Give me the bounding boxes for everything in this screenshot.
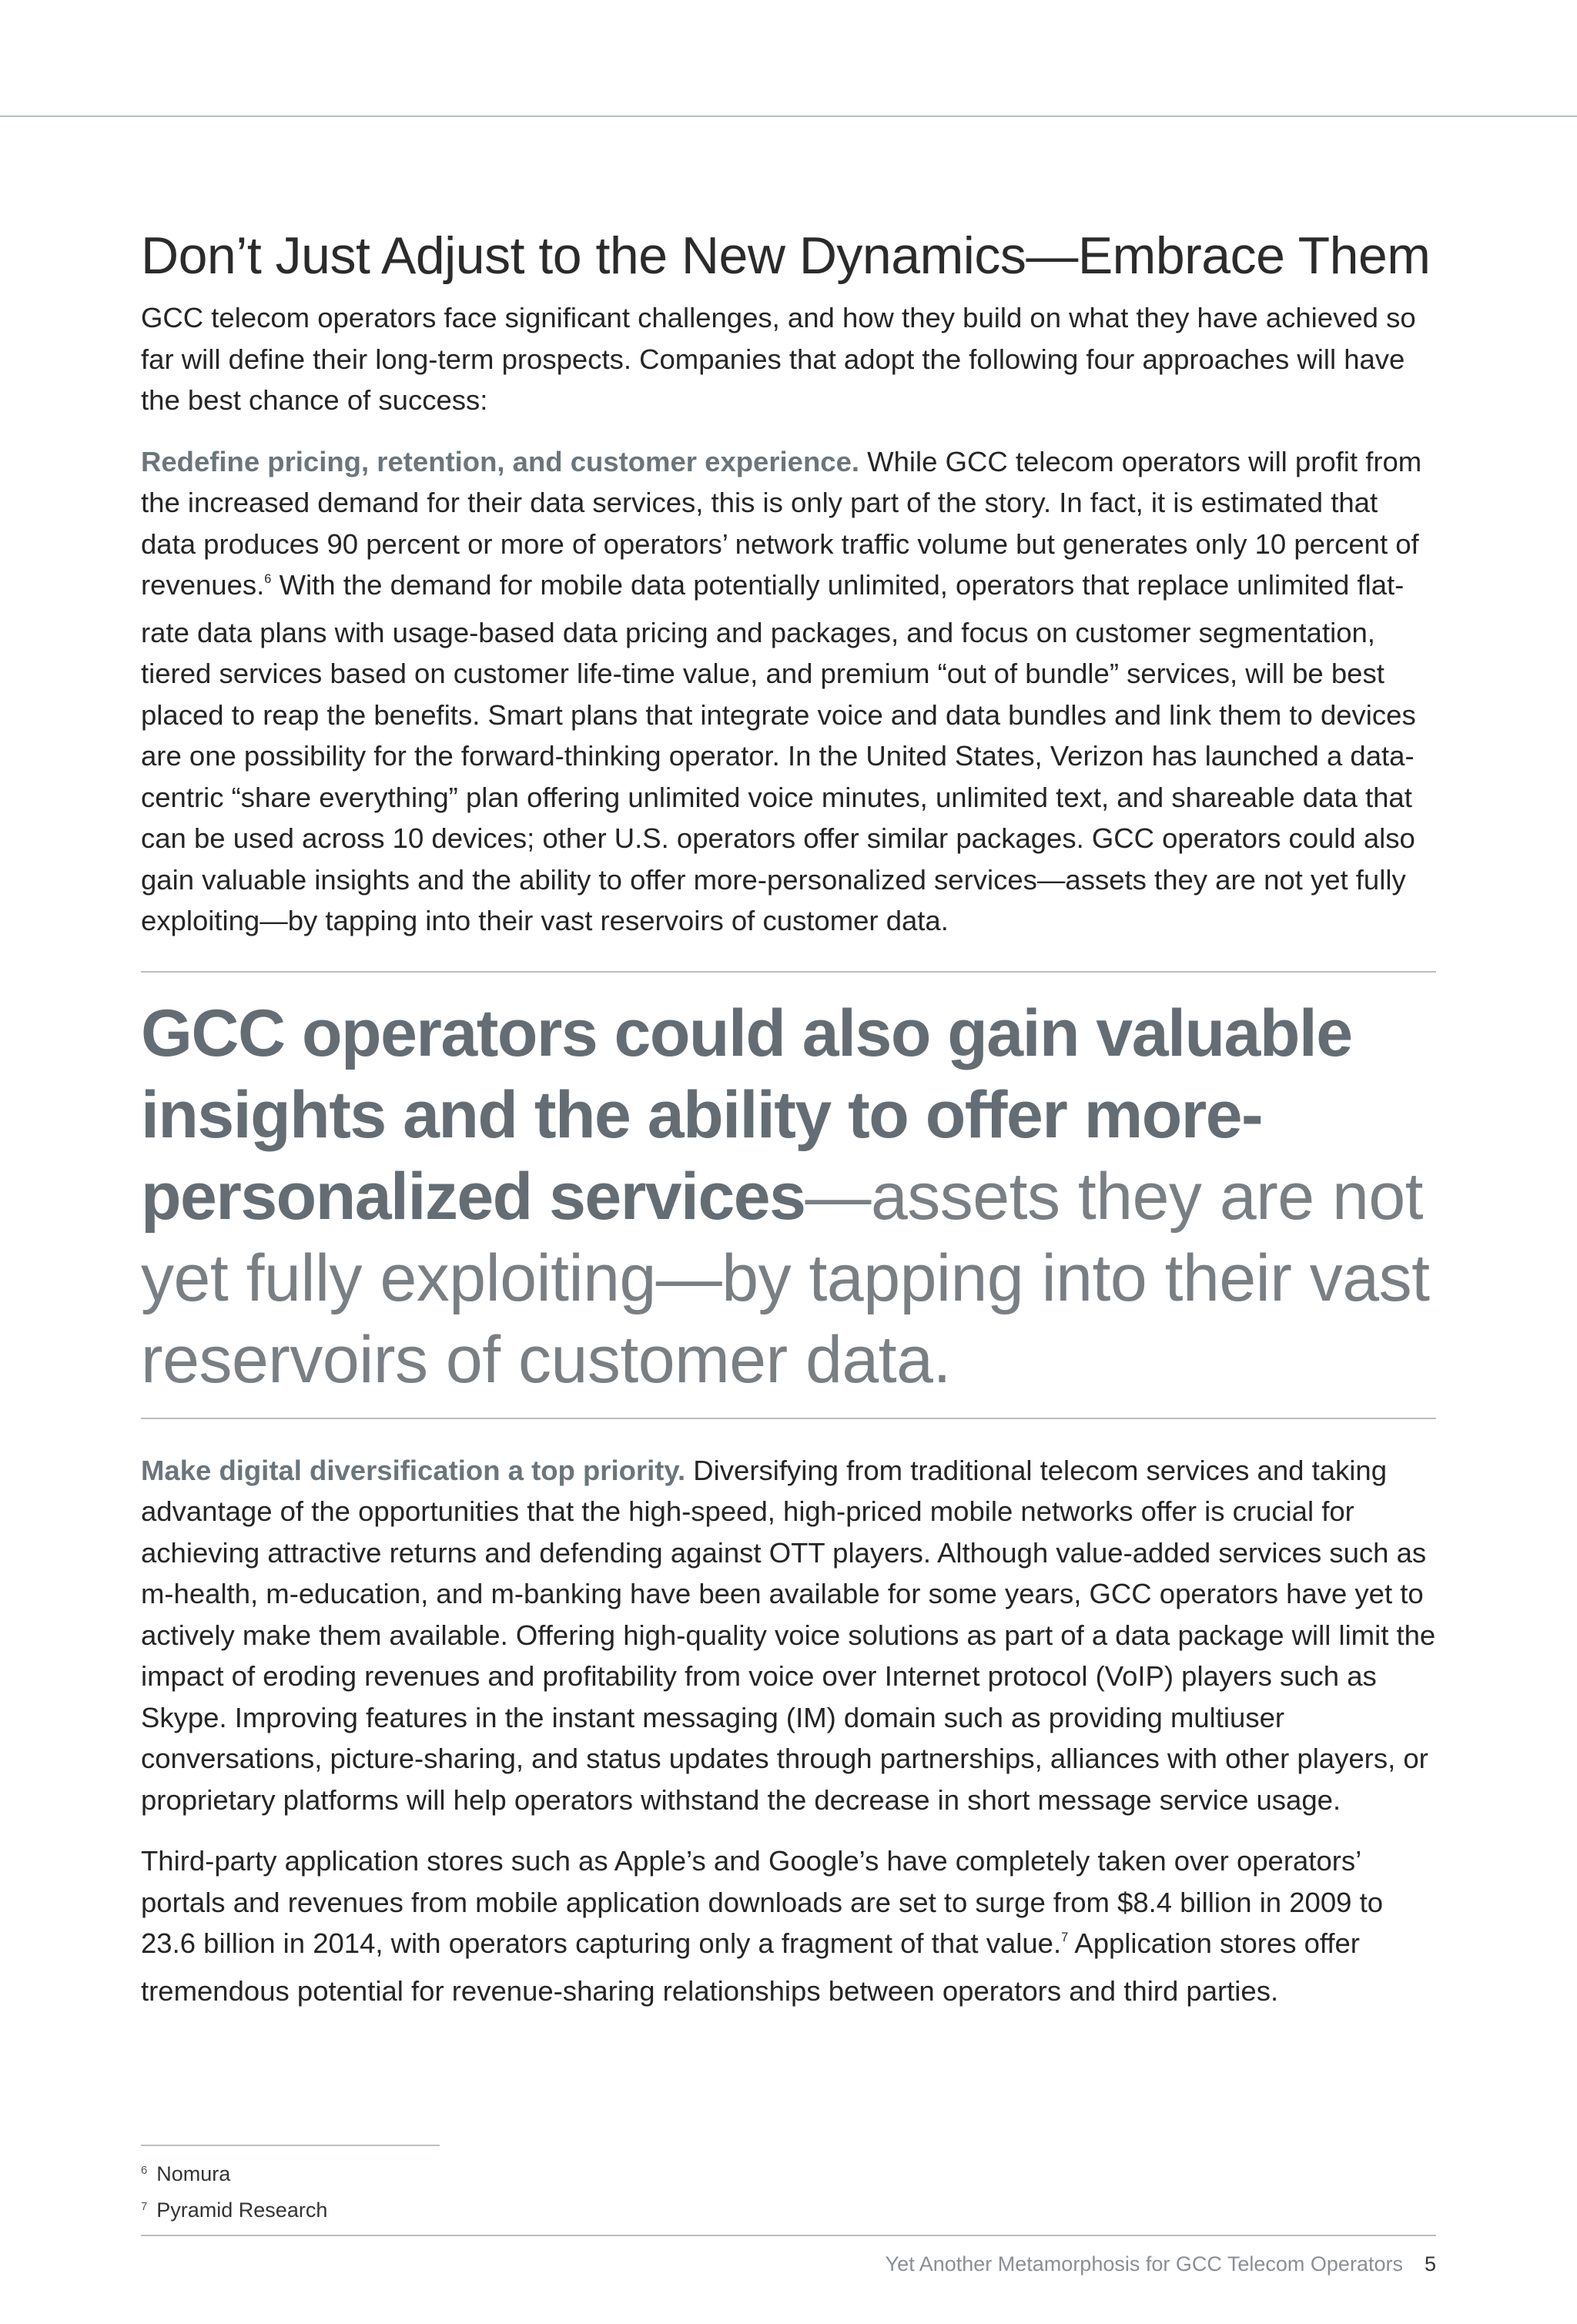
- pullquote-bold: GCC operators could also gain valuable insights and the ability to offer more-personalized services: [141, 996, 1352, 1234]
- footnote-number: 7: [141, 2201, 148, 2214]
- app-stores-text-a: Third-party application stores such as Apple’s and Google’s have completely taken over operators’ portals and revenues from mobile application downloads are set to surge from $8.4 billion in 2009 to 23.6 billion in 2014, with operators capturing only a fragment of that value.: [141, 1845, 1384, 1959]
- pricing-text-a: While GCC telecom operators will profit from the increased demand for their data services, this is only part of the story. In fact, it is estimated that data produces 90 percent or more of operators’ network traffic volume but generates only 10 percent of revenues.: [141, 445, 1422, 601]
- pullquote-top-rule: [141, 971, 1436, 973]
- diversification-paragraph: [141, 1450, 1436, 1821]
- footnote-rule: [141, 2145, 440, 2146]
- footnote-text: Pyramid Research: [156, 2198, 328, 2222]
- app-stores-paragraph: [141, 1840, 1436, 2011]
- pricing-paragraph: [141, 441, 1436, 942]
- footnote-ref-7: 7: [1061, 1931, 1069, 1945]
- footnote-ref-6: 6: [264, 572, 272, 587]
- pricing-text-b: With the demand for mobile data potentially unlimited, operators that replace unlimited flat-rate data plans with usage-based data pricing and packages, and focus on customer segmentation, tiered services based on customer life-time value, and premium “out of bundle” services, will be best placed to reap the benefits. Smart plans that integrate voice and data bundles and link them to devices are one possibility for the forward-thinking operator. In the United States, Verizon has launched a data-centric “share everything” plan offering unlimited voice minutes, unlimited text, and shareable data that can be used across 10 devices; other U.S. operators offer similar packages. GCC operators could also gain valuable insights and the ability to offer more-personalized services—assets they are not yet fully exploiting—by tapping into their vast reservoirs of customer data.: [141, 569, 1416, 936]
- footer-rule: [141, 2235, 1436, 2236]
- footnotes: [141, 2158, 327, 2230]
- page-number: 5: [1424, 2252, 1436, 2275]
- footer-title: Yet Another Metamorphosis for GCC Telecom Operators: [885, 2252, 1403, 2275]
- pricing-lead: Redefine pricing, retention, and customer experience.: [141, 445, 860, 477]
- pullquote-light: —assets they are not yet fully exploiting—by tapping into their vast reservoirs of customer data.: [141, 1159, 1430, 1397]
- footnote-7: [141, 2194, 327, 2230]
- footnote-6: [141, 2158, 327, 2194]
- intro-paragraph: GCC telecom operators face significant challenges, and how they build on what they have achieved so far will define their long-term prospects. Companies that adopt the following four approaches will have the best chance of success:: [141, 302, 1416, 416]
- pullquote-bottom-rule: [141, 1418, 1436, 1419]
- main-content: [141, 223, 1436, 2011]
- section-heading: Don’t Just Adjust to the New Dynamics—Embrace Them: [141, 226, 1431, 285]
- diversification-text: Diversifying from traditional telecom services and taking advantage of the opportunities that the high-speed, high-priced mobile networks offer is crucial for achieving attractive returns and defending against OTT players. Although value-added services such as m-health, m-education, and m-banking have been available for some years, GCC operators have yet to actively make them available. Offering high-quality voice solutions as part of a data package will limit the impact of eroding revenues and profitability from voice over Internet protocol (VoIP) players such as Skype. Improving features in the instant messaging (IM) domain such as providing multiuser conversations, picture-sharing, and status updates through partnerships, alliances with other players, or proprietary platforms will help operators withstand the decrease in short message service usage.: [141, 1454, 1436, 1816]
- header-rule: [0, 116, 1577, 117]
- footnote-number: 6: [141, 2165, 148, 2178]
- footnote-text: Nomura: [156, 2162, 231, 2185]
- pullquote: [141, 993, 1436, 1401]
- page-footer: [886, 2249, 1436, 2279]
- app-stores-text-b: Application stores offer tremendous potential for revenue-sharing relationships between operators and third parties.: [141, 1927, 1360, 2007]
- diversification-lead: Make digital diversification a top priority.: [141, 1454, 686, 1486]
